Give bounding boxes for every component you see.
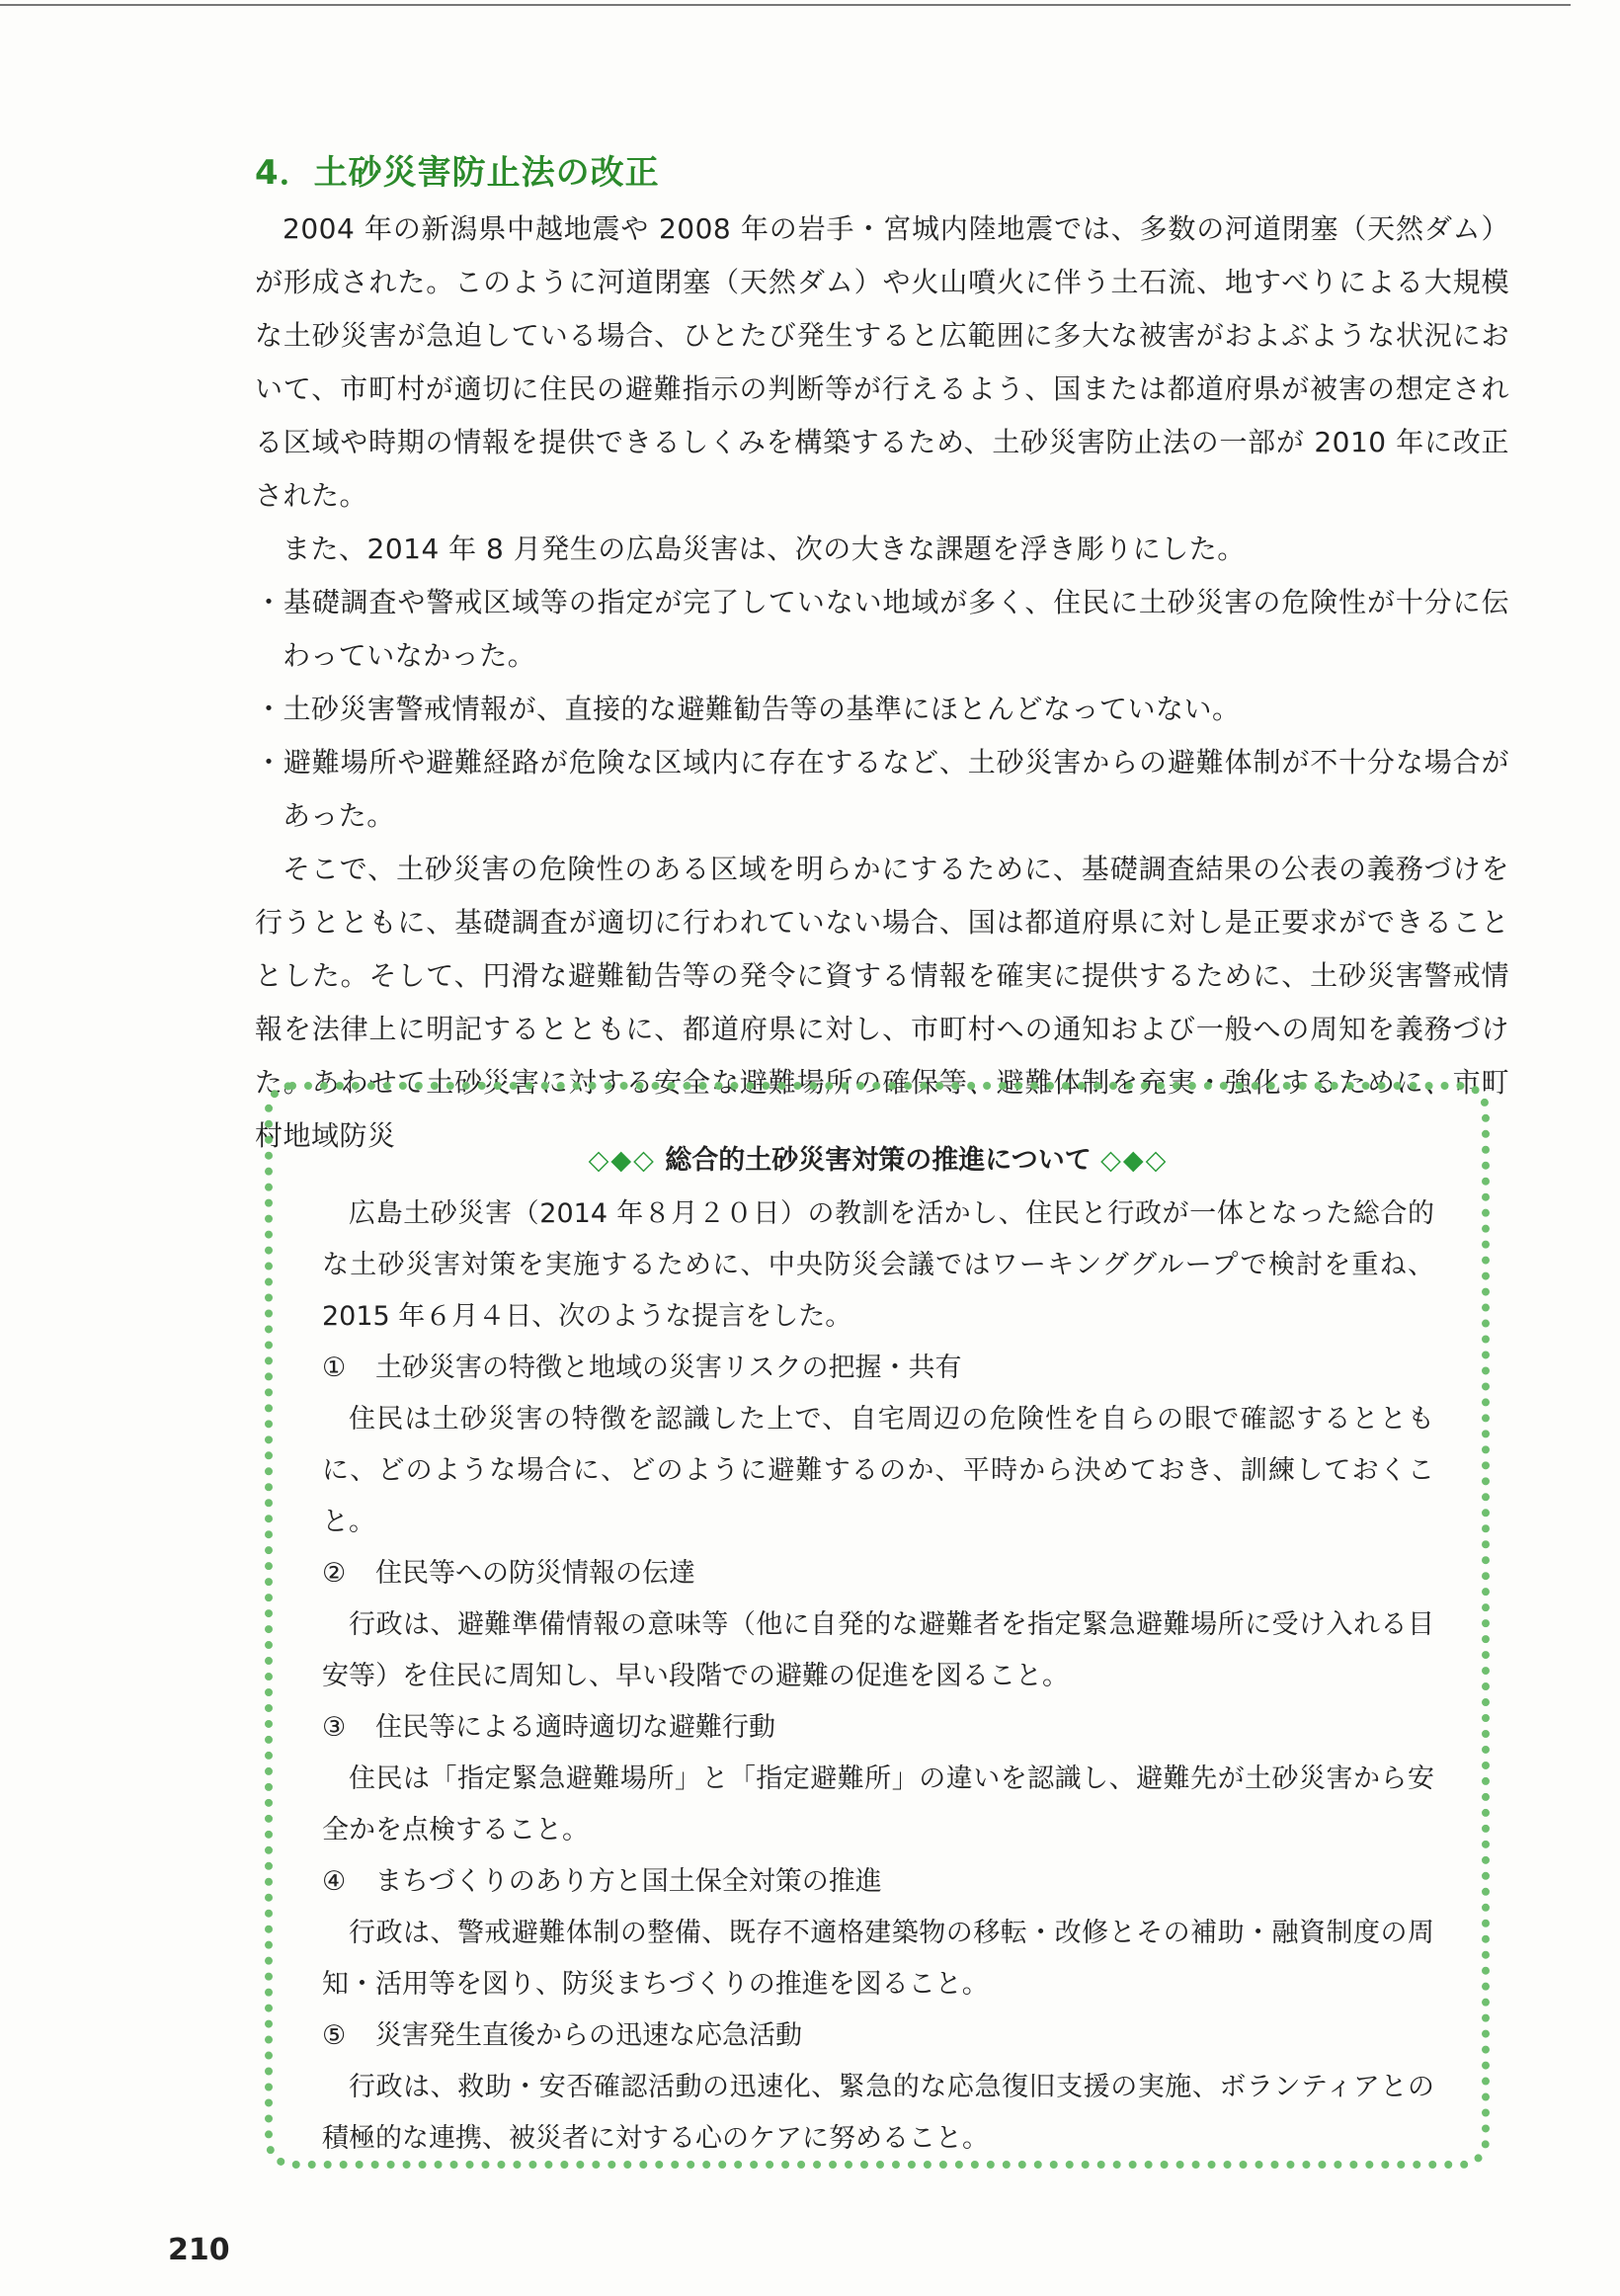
issue-list	[255, 576, 1509, 843]
page-number: 210	[168, 2233, 230, 2267]
callout-body	[322, 1189, 1434, 2165]
item-number: ⑤	[322, 2020, 347, 2051]
list-item: ・ 土砂災害警戒情報が、直接的な避難勧告等の基準にほとんどなっていない。	[255, 683, 1509, 736]
section-heading: 4．土砂災害防止法の改正	[255, 153, 660, 193]
paragraph: そこで、土砂災害の危険性のある区域を明らかにするために、基礎調査結果の公表の義務づけを行うとともに、基礎調査が適切に行われていない場合、国は都道府県に対し是正要求ができることとした。そして、円滑な避難勧告等の発令に資する情報を確実に提供するために、土砂災害警戒情報を法律上に明記するとともに、都道府県に対し、市町村への通知および一般への周知を義務づけた。あわせて土砂災害に対する安全な避難場所の確保等、避難体制を充実・強化するために、市町村地域防災	[255, 853, 1509, 1152]
diamond-icon: ◇◆◇	[1100, 1145, 1169, 1176]
item-number: ④	[322, 1866, 347, 1897]
recommendation-heading	[322, 1702, 1434, 1754]
item-title: 災害発生直後からの迅速な応急活動	[375, 2020, 802, 2051]
callout-title-text: 総合的土砂災害対策の推進について	[665, 1145, 1092, 1176]
callout-intro: 広島土砂災害（2014 年８月２０日）の教訓を活かし、住民と行政が一体となった総合的な土砂災害対策を実施するために、中央防災会議ではワーキンググループで検討を重ね、2015 年６月４日、次のような提言をした。	[322, 1198, 1434, 1332]
recommendation-heading	[322, 1548, 1434, 1599]
diamond-icon: ◇◆◇	[588, 1145, 656, 1176]
top-rule	[0, 4, 1571, 6]
item-number: ③	[322, 1712, 347, 1743]
list-item: ・ 避難場所や避難経路が危険な区域内に存在するなど、土砂災害からの避難体制が不十分な場合があった。	[255, 736, 1509, 843]
recommendation-heading	[322, 2010, 1434, 2062]
recommendation-body: 行政は、避難準備情報の意味等（他に自発的な避難者を指定緊急避難場所に受け入れる目安等）を住民に周知し、早い段階での避難の促進を図ること。	[322, 1609, 1434, 1691]
main-text	[255, 203, 1509, 1163]
item-title: 土砂災害の特徴と地域の災害リスクの把握・共有	[375, 1353, 962, 1383]
recommendation-body: 行政は、救助・安否確認活動の迅速化、緊急的な応急復旧支援の実施、ボランティアとの積極的な連携、被災者に対する心のケアに努めること。	[322, 2072, 1434, 2154]
item-title: 住民等による適時適切な避難行動	[375, 1712, 775, 1743]
recommendation-heading	[322, 1343, 1434, 1394]
item-number: ①	[322, 1353, 347, 1383]
recommendation-body: 行政は、警戒避難体制の整備、既存不適格建築物の移転・改修とその補助・融資制度の周知・活用等を図り、防災まちづくりの推進を図ること。	[322, 1918, 1434, 2000]
item-title: まちづくりのあり方と国土保全対策の推進	[375, 1866, 882, 1897]
list-item: ・ 基礎調査や警戒区域等の指定が完了していない地域が多く、住民に土砂災害の危険性が十分に伝わっていなかった。	[255, 576, 1509, 683]
item-title: 住民等への防災情報の伝達	[375, 1558, 695, 1589]
callout-title	[322, 1141, 1434, 1181]
recommendation-heading	[322, 1856, 1434, 1908]
paragraph: また、2014 年 8 月発生の広島災害は、次の大きな課題を浮き彫りにした。	[283, 533, 1246, 565]
recommendation-body: 住民は土砂災害の特徴を認識した上で、自宅周辺の危険性を自らの眼で確認するとともに、どのような場合に、どのように避難するのか、平時から決めておき、訓練しておくこと。	[322, 1404, 1434, 1537]
recommendation-body: 住民は「指定緊急避難場所」と「指定避難所」の違いを認識し、避難先が土砂災害から安全かを点検すること。	[322, 1763, 1434, 1845]
paragraph: 2004 年の新潟県中越地震や 2008 年の岩手・宮城内陸地震では、多数の河道閉塞（天然ダム）が形成された。このように河道閉塞（天然ダム）や火山噴火に伴う土石流、地すべりによる大規模な土砂災害が急迫している場合、ひとたび発生すると広範囲に多大な被害がおよぶような状況において、市町村が適切に住民の避難指示の判断等が行えるよう、国または都道府県が被害の想定される区域や時期の情報を提供できるしくみを構築するため、土砂災害防止法の一部が 2010 年に改正された。	[255, 212, 1509, 512]
callout-box	[265, 1082, 1490, 2169]
item-number: ②	[322, 1558, 347, 1589]
